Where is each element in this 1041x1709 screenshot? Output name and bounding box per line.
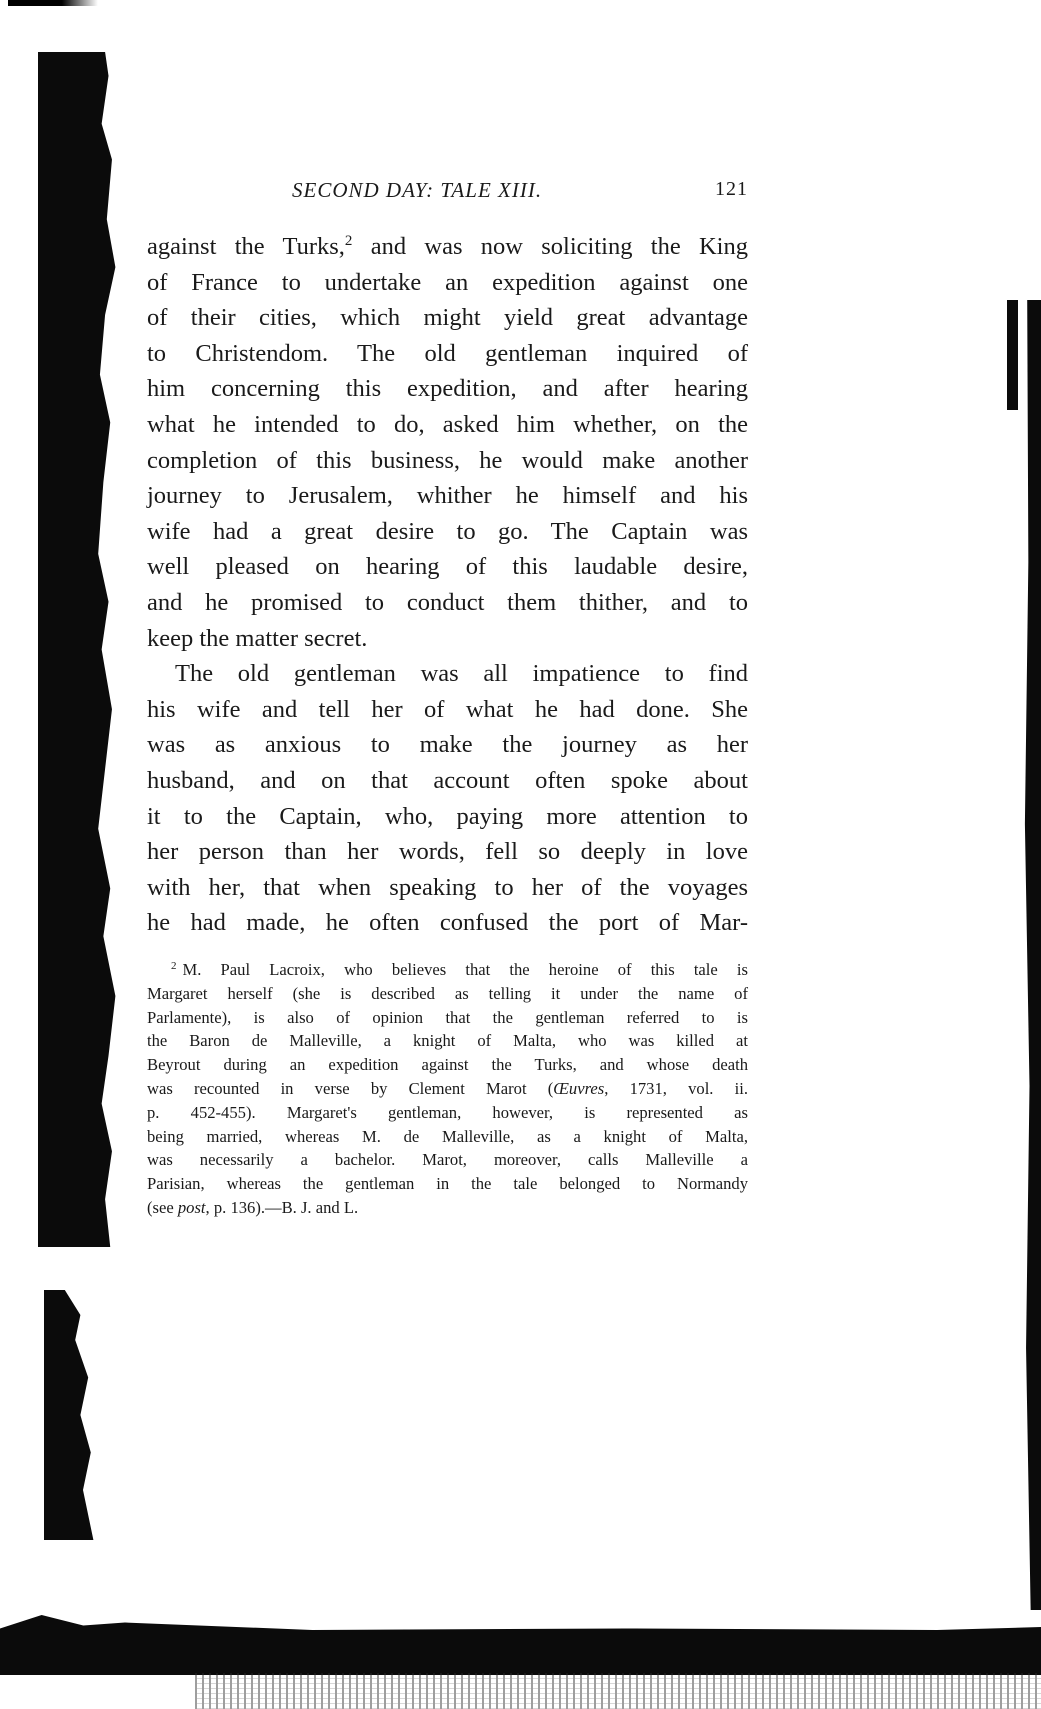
footnote (147, 958, 748, 1220)
body-line: of France to undertake an expedition against one (147, 268, 748, 296)
footnote-line: the Baron de Malleville, a knight of Malta, who was killed at (147, 1031, 748, 1051)
body-line: what he intended to do, asked him whether, on the (147, 410, 748, 438)
body-line: he had made, he often confused the port of Mar- (147, 909, 748, 937)
body-line-paragraph-start: The old gentleman was all impatience to find (175, 660, 748, 688)
footnote-line: Margaret herself (she is described as telling it under the name of (147, 983, 748, 1003)
footnote-line: Parisian, whereas the gentleman in the tale belonged to Normandy (147, 1174, 748, 1194)
body-line: of their cities, which might yield great advantage (147, 304, 748, 332)
body-line: to Christendom. The old gentleman inquired of (147, 339, 748, 367)
scan-gutter-shadow-upper (38, 52, 124, 1247)
body-line: keep the matter secret. (147, 624, 368, 652)
body-line: it to the Captain, who, paying more attention to (147, 802, 748, 830)
scan-bottom-edge-shadow (0, 1600, 1041, 1675)
body-line: his wife and tell her of what he had done. She (147, 695, 748, 723)
page-number: 121 (715, 178, 748, 200)
footnote-line: p. 452-455). Margaret's gentleman, however, is represented as (147, 1102, 748, 1122)
body-line: and he promised to conduct them thither, and to (147, 588, 748, 616)
body-line: against the Turks,$^2$ and was now soliciting the King (147, 233, 748, 260)
running-head-title: SECOND DAY: TALE XIII. (292, 178, 543, 202)
body-line: her person than her words, fell so deeply in love (147, 838, 748, 866)
work-title-italic: Œuvres (553, 1078, 605, 1098)
body-line: completion of this business, he would make another (147, 446, 748, 474)
footnote-line: being married, whereas M. de Malleville, as a knight of Malta, (147, 1126, 748, 1146)
footnote-marker: 2 (171, 960, 177, 972)
cross-reference-italic: post (177, 1197, 206, 1217)
body-line: husband, and on that account often spoke about (147, 766, 748, 794)
body-line: with her, that when speaking to her of the voyages (147, 873, 748, 901)
running-head (148, 178, 748, 208)
footnote-line: Beyrout during an expedition against the Turks, and whose death (147, 1055, 748, 1075)
scan-right-edge-shadow (1018, 300, 1041, 1610)
footnote-reference[interactable]: 2 (344, 233, 353, 249)
body-text (147, 229, 748, 941)
footnote-line: Parlamente), is also of opinion that the gentleman referred to is (147, 1007, 748, 1027)
footnote-line: was recounted in verse by Clement Marot (Œuvres, 1731, vol. ii. (147, 1078, 748, 1098)
scan-edge-top-mark (8, 0, 98, 6)
scan-gutter-shadow-lower (44, 1290, 96, 1540)
body-line: him concerning this expedition, and after hearing (147, 375, 748, 403)
body-line: well pleased on hearing of this laudable desire, (147, 553, 748, 581)
scan-right-edge-spot (1007, 300, 1018, 410)
scan-bottom-speckle (195, 1673, 1041, 1709)
body-line: journey to Jerusalem, whither he himself and his (147, 482, 748, 510)
footnote-line: was necessarily a bachelor. Marot, moreover, calls Malleville a (147, 1150, 748, 1170)
body-line: wife had a great desire to go. The Captain was (147, 517, 748, 545)
footnote-line: (see post, p. 136).—B. J. and L. (147, 1197, 359, 1217)
footnote-line: $^2$ M. Paul Lacroix, who believes that the heroine of this tale is (171, 960, 748, 979)
body-line: was as anxious to make the journey as her (147, 731, 748, 759)
